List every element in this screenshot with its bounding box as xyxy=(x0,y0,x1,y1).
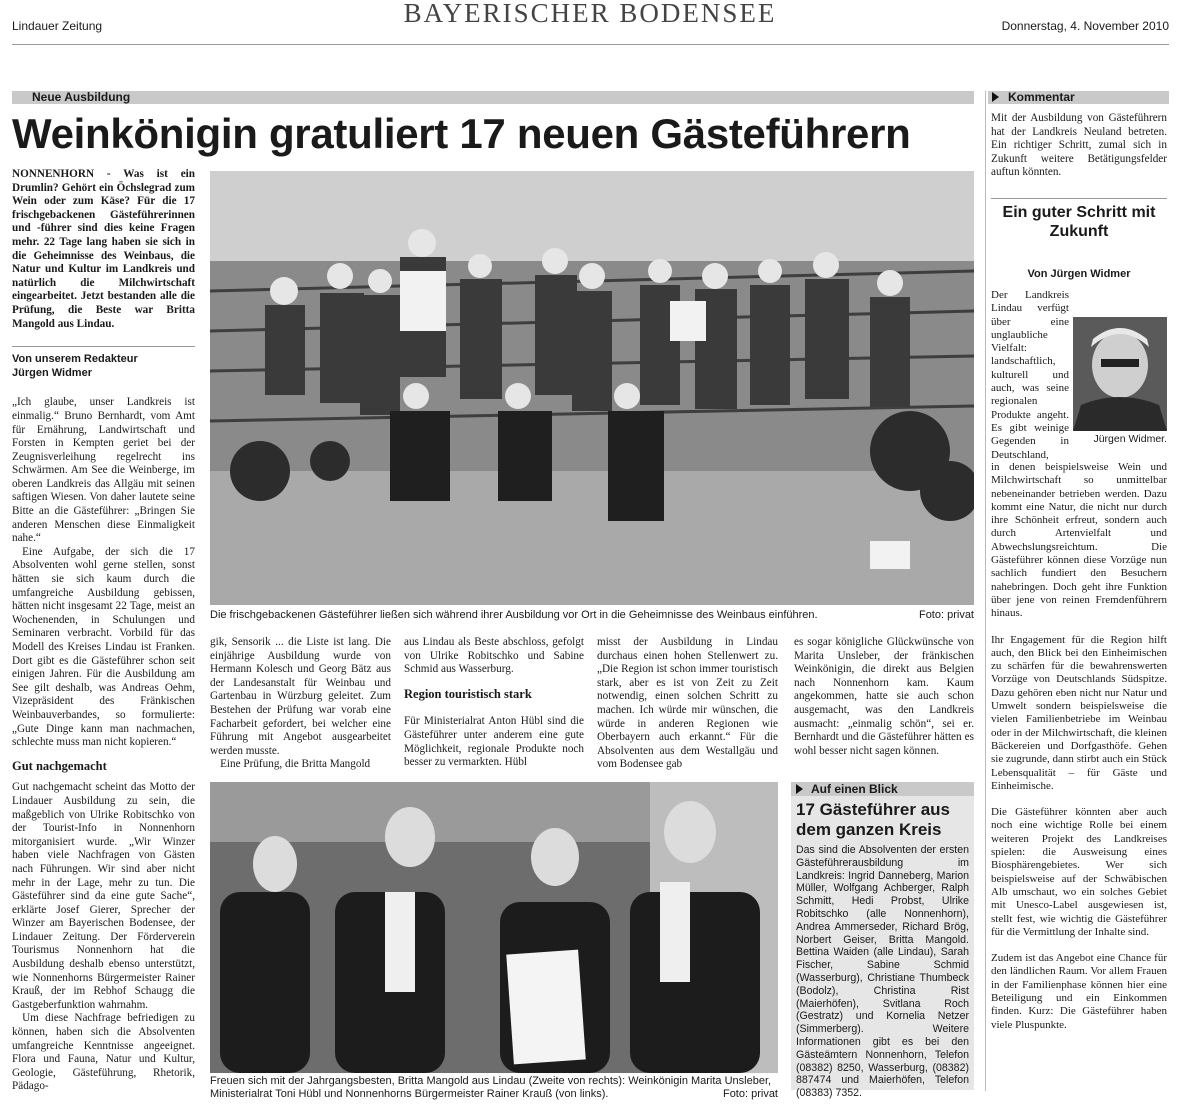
commentary-author: Von Jürgen Widmer xyxy=(1027,268,1131,280)
commentary-divider xyxy=(985,91,986,1091)
paragraph: in denen beispielsweise Wein und Milchwirtschaft so unmittelbar nebeneinander betrieben werden. Dazu kommt eine Natur, die nicht nur durch ihre Schönheit erfreut, sondern auch durch Artenvielfalt und Abwechslungsreichtum. Die Gästeführer können diese Vorzüge nun sachlich fundiert den Besuchern nahebringen. Doch geht ihre Funktion über jene von reinen Fremdenführern hinaus. xyxy=(991,461,1167,620)
subheading: Region touristisch stark xyxy=(404,686,532,701)
photo-credit: Foto: privat xyxy=(722,1088,778,1100)
photo-credit: Foto: privat xyxy=(918,609,974,621)
article-column-5 xyxy=(794,636,974,758)
commentary-title: Ein guter Schritt mit Zukunft xyxy=(1002,204,1156,240)
author-portrait xyxy=(1073,317,1167,431)
article-column-3 xyxy=(404,636,584,770)
author-portrait-image xyxy=(1073,317,1167,431)
paragraph: aus Lindau als Beste abschloss, gefolgt von Ulrike Robitschko und Sabine Schmid aus Wasserburg. xyxy=(404,636,584,676)
header-rule xyxy=(12,44,1169,45)
info-box-text: Das sind die Absolventen der ersten Gästeführerausbildung im Landkreis: Ingrid Danneberg, Marion Müller, Wolfgang Achberger, Ralph Schmitt, Hedi Probst, Ulrike Robitschko (alle Nonnenhorn), Andrea Ammerseder, Richard Brög, Norbert Geiser, Britta Mangold. Bettina Waiden (alle Lindau), Sarah Fischer, Sabine Schmid (Wasserburg), Christiane Thumbeck (Bodolz), Christina Rist (Maierhöfen), Svitlana Roch (Gestratz) und Kornelia Netzer (Simmerberg). Weitere Informationen gibt es bei den Gästeämtern Nonnenhorn, Telefon (08382) 8250, Wasserburg, (08382) 887474 und Maierhöfen, Telefon (08383) 7352. xyxy=(796,844,969,1100)
article-column-2 xyxy=(210,636,391,772)
caption-text: Freuen sich mit der Jahrgangsbesten, Britta Mangold aus Lindau (Zweite von rechts): Weinkönigin Marita Unsleber, Ministerialrat Toni Hübl und Nonnenhorns Bürgermeister Rainer Krauß (von links). xyxy=(210,1075,772,1100)
paragraph: Die Gästeführer könnten aber auch noch eine wichtige Rolle bei einem weiteren Projekt des Landkreises spielen: die Ausweisung eines Biosphärengebietes. Wer sich beispielsweise auf der Schwäbischen Alb umschaut, wo ein solches Gebiet mit Unesco-Label ausgewiesen ist, stellt fest, wie wichtig die Gästeführer für die Vermittlung der Inhalte sind. xyxy=(991,806,1167,938)
info-box-title: 17 Gästeführer aus dem ganzen Kreis xyxy=(796,800,951,839)
subheading: Gut nachgemacht xyxy=(12,758,107,773)
article-column-4 xyxy=(597,636,778,772)
commentary-rule xyxy=(991,198,1167,199)
paragraph: „Ich glaube, unser Landkreis ist einmalig.“ Bruno Bernhardt, vom Amt für Ernährung, Landwirtschaft und Forsten in Kempten geriet bei der Zeugnisverleihung regelrecht ins Schwärmen. Am See die Weinberge, im oberen Landkreis das Allgäu mit seinen saftigen Wiesen. Von daher lautete seine Bitte an die Gästeführer: „Bringen Sie anderen Menschen diese Einmaligkeit nahe.“ xyxy=(12,396,195,545)
paragraph: misst der Ausbildung in Lindau durchaus einen hohen Stellenwert zu. „Die Region ist schon immer touristisch stark, aber es ist von Zeit zu Zeit notwendig, einen solchen Schritt zu machen. Ich würde mir wünschen, die würde in anderen Regionen wie Oberbayern auch erkannt.“ Für die Absolventen aus dem Westallgäu und vom Bodensee gab xyxy=(597,636,778,771)
article-kicker: Neue Ausbildung xyxy=(12,91,974,104)
paragraph: gik, Sensorik ... die Liste ist lang. Die einjährige Ausbildung wurde von Hermann Kolesch und Georg Bätz aus der Landesanstalt für Weinbau und Gartenbau in Würzburg geleitet. Zum Bestehen der Prüfung war vorab eine Facharbeit gefordert, bei welcher eine Führung mit Angebot ausgearbeitet werden musste. xyxy=(210,636,391,757)
paragraph: Für Ministerialrat Anton Hübl sind die Gästeführer unter anderem eine gute Möglichkeit, regionale Produkte noch besser zu vermarkten. Hübl xyxy=(404,715,584,769)
photo1-caption xyxy=(210,609,974,622)
group-photo-vineyard xyxy=(210,171,974,605)
newspaper-name: Lindauer Zeitung xyxy=(12,19,103,33)
portrait-caption: Jürgen Widmer. xyxy=(1093,433,1167,445)
paragraph: es sogar königliche Glückwünsche von Marita Unsleber, der fränkischen Weinkönigin, die direkt aus Belgien nach Nonnenhorn kam. Kaum angekommen, hatte sie auch schon ausgemacht, was den Landkreis ausmacht: „einmalig schön“, sei er. Bernhardt und die Gästeführer hätten es wohl besser nicht sagen können. xyxy=(794,636,974,757)
paragraph: Ihr Engagement für die Region hilft auch, den Blick bei den Einheimischen zu schärfen für die bewahrenswerten Vorzüge von Deutschlands Südspitze. Dazu gehören eben nicht nur Natur und Umwelt sondern beispielsweise die vielen Familienbetriebe im Weinbau oder in der Milchwirtschaft, die kleinen Bäckereien und Dorfgasthöfe. Gehen sie zugrunde, dann stirbt auch ein Stück Lebensqualität – für Gäste und Einheimische. xyxy=(991,633,1167,792)
caption-text: Die frischgebackenen Gästeführer ließen sich während ihrer Ausbildung vor Ort in die Geheimnisse des Weinbaus einführen. xyxy=(210,609,818,621)
commentary-intro-text: Mit der Ausbildung von Gästeführern hat der Landkreis Neuland betreten. Ein richtiger Schritt, zumal sich in Zukunft weitere Betätigungsfelder auftun könnten. xyxy=(991,112,1167,179)
paragraph: Der Landkreis Lindau verfügt über eine unglaubliche Vielfalt: landschaftlich, kulturell und auch, was seine regionalen Produkte angeht. Es gibt weinige Gegenden in Deutschland, xyxy=(991,289,1069,461)
section-title: BAYERISCHER BODENSEE xyxy=(403,0,777,28)
award-photo xyxy=(210,782,778,1073)
byline-author: Jürgen Widmer xyxy=(12,366,92,379)
article-lead: NONNENHORN - Was ist ein Drumlin? Gehört ein Öchslegrad zum Wein oder zum Käse? Für die 17 frischgebackenen Gästeführerinnen und -führer sind dies keine Fragen mehr. 22 Tage lang haben sie sich in die Geheimnisse des Weinbaus, die Natur und Kultur im Landkreis und natürlich die Milchwirtschaft eingearbeitet. Jetzt bestanden alle die Prüfung, die Beste war Britta Mangold aus Lindau. xyxy=(12,168,195,330)
award-photo-image xyxy=(210,782,778,1073)
vineyard-photo-image xyxy=(210,171,974,605)
paragraph: Eine Aufgabe, der sich die 17 Absolventen wohl gerne stellen, sonst hätten sie sich kaum durch die umfangreiche Ausbildung gebissen, hätten nicht insgesamt 22 Tage, meist an Wochenenden, in Schulungen und Seminaren verbracht. Vorbild für das Modell des Kreises Lindau ist Franken. Dort gibt es die Gästeführer schon seit einigen Jahren. Für die Ausbildung am See gilt deshalb, was Andreas Oehm, Vizepräsident des Fränkischen Weinbauverbandes, so formulierte: „Gute Dinge kann man nachmachen, schlechte muss man nicht kopieren.“ xyxy=(12,545,195,749)
commentary-wrap-text xyxy=(991,289,1069,462)
lead-divider xyxy=(12,331,195,347)
commentary-kicker: Kommentar xyxy=(988,91,1169,104)
photo2-caption xyxy=(210,1075,778,1101)
info-box xyxy=(791,782,974,1100)
article-column-1 xyxy=(12,168,195,1094)
paragraph: Zudem ist das Angebot eine Chance für den ländlichen Raum. Vor allem Frauen in der Familienphase können hier eine Beteiligung und ein Einkommen finden. Kurz: Die Gästeführer haben viele Pluspunkte. xyxy=(991,952,1167,1031)
paragraph: Um diese Nachfrage befriedigen zu können, haben sich die Absolventen umfangreiche Kenntnisse angeeignet. Flora und Fauna, Natur und Kultur, Geologie, Gästeführung, Rhetorik, Pädago- xyxy=(12,1012,195,1093)
article-headline: Weinkönigin gratuliert 17 neuen Gästeführern xyxy=(12,110,911,157)
commentary-intro xyxy=(991,112,1167,180)
paragraph: Eine Prüfung, die Britta Mangold xyxy=(220,758,371,771)
info-box-kicker: Auf einen Blick xyxy=(791,782,974,796)
byline-role: Von unserem Redakteur xyxy=(12,353,138,366)
commentary-body xyxy=(991,461,1167,1032)
issue-date: Donnerstag, 4. November 2010 xyxy=(1001,19,1169,33)
paragraph: Gut nachgemacht scheint das Motto der Lindauer Ausbildung zu sein, die maßgeblich von Ulrike Robitschko von der Tourist-Info in Nonnenhorn mitorganisiert wurde. „Wir Winzer haben viele Nachfragen von Gästen nach Führungen. Wir sind aber nicht mehr in der Lage, mehr zu tun. Die Gästeführer sind da eine gute Sache“, erklärte Josef Gierer, Sprecher der Winzer am Bayerischen Bodensee, der Lindauer Zeitung. Der Förderverein Tourismus Nonnenhorn hat die Ausbildung deshalb ebenso unterstützt, wie Nonnenhorns Bürgermeister Rainer Krauß, der im Rebhof Schaugg die Gastgeberfunktion wahrnahm. xyxy=(12,781,195,1011)
